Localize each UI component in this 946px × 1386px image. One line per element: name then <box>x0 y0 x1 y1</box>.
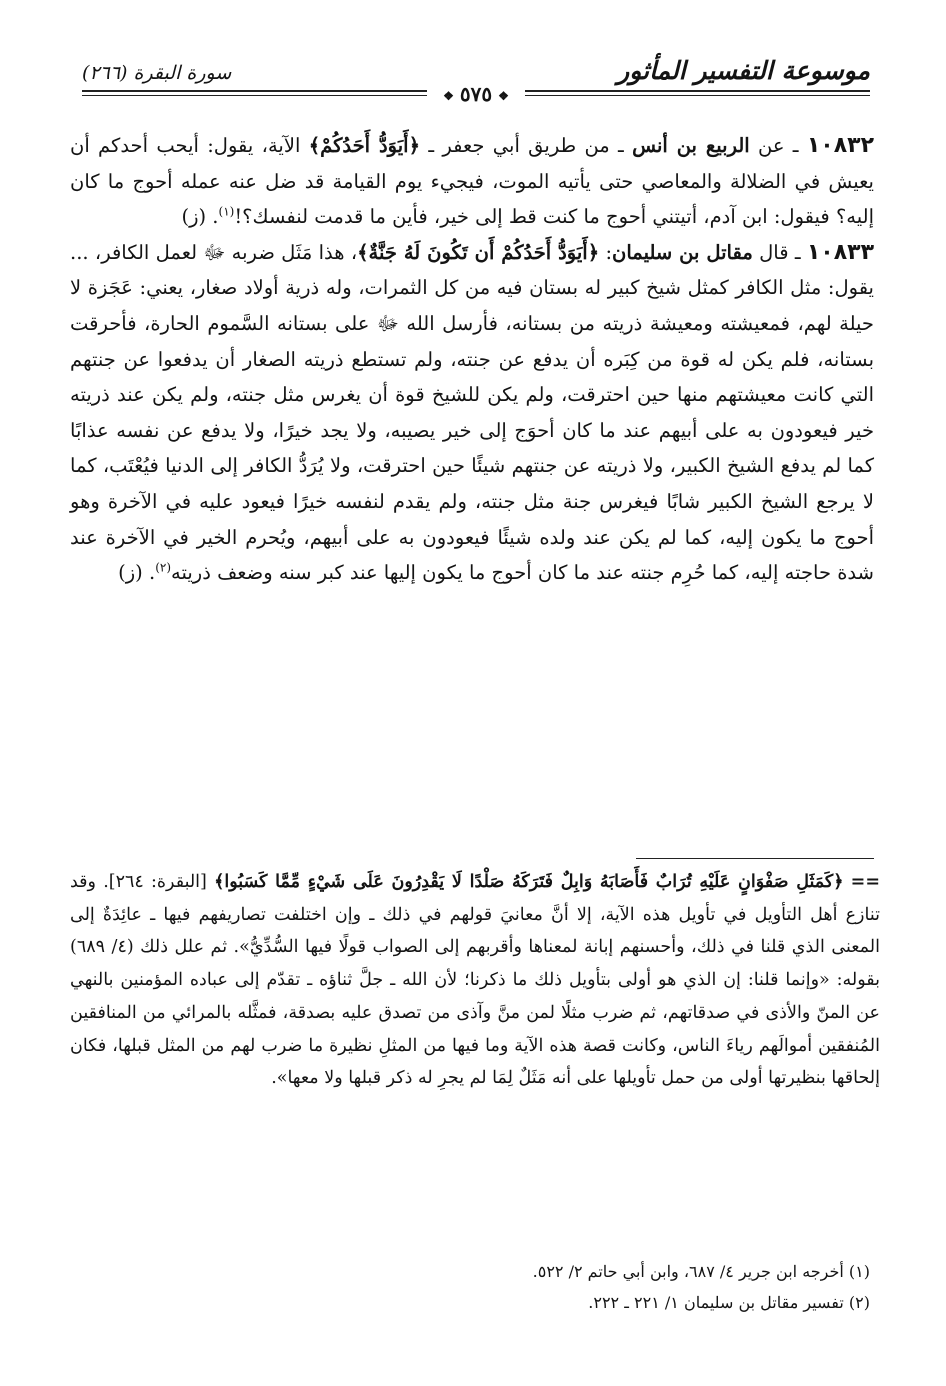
footnote-1: (١) أخرجه ابن جرير ٤/ ٦٨٧، وابن أبي حاتم ٢/ ٥٢٢. <box>532 1262 870 1281</box>
footnote-marker: (١) <box>218 204 235 219</box>
entry-text: الآية، يقول: أيحب أحدكم أن يعيش في الضلالة والمعاصي حتى يأتيه الموت، فيجيء يوم القيامة قد ضل عنه عمله أحوج ما كان إليه؟ فيقول: ابن آدم، أتيتني أحوج ما كنت قط إلى خير، فأين ما قدمت لنفسك؟! <box>70 134 874 229</box>
entry-10833 <box>70 235 874 591</box>
footnote-references <box>70 1256 870 1318</box>
entry-number: ١٠٨٣٢ <box>806 133 874 158</box>
page-number-box <box>427 82 525 106</box>
quran-quote: ﴿أَيَوَدُّ أَحَدُكُمْ أَن تَكُونَ لَهُ جَنَّةٌ﴾ <box>357 240 600 264</box>
page-header <box>82 52 870 110</box>
commentary-note <box>70 866 880 1095</box>
ornament-icon: ❖ <box>443 88 454 103</box>
narrator-name: الربيع بن أنس <box>632 134 750 157</box>
entry-tail: . (ز) <box>181 205 219 229</box>
entry-chain: : <box>599 240 613 264</box>
book-title: موسوعة التفسير المأثور <box>617 56 870 85</box>
footnote-separator <box>636 858 874 859</box>
entry-intro: ـ عن <box>749 134 799 157</box>
page-number: ٥٧٥ <box>459 82 493 106</box>
narrator-name: مقاتل بن سليمان <box>612 240 753 264</box>
entry-tail: . (ز) <box>118 561 156 585</box>
quran-quote: ﴿أَيَوَدُّ أَحَدُكُمْ﴾ <box>308 134 421 157</box>
quran-quote: ﴿كَمَثَلِ صَفْوَانٍ عَلَيْهِ تُرَابٌ فَأَصَابَهُ وَابِلٌ فَتَرَكَهُ صَلْدًا لَا يَقْدِرُونَ عَلَى شَيْءٍ مِّمَّا كَسَبُوا﴾ <box>214 872 844 892</box>
entry-text: ، هذا مَثَل ضربه ﷻ لعمل الكافر، ... يقول: مثل الكافر كمثل شيخ كبير له بستان فيه من كل الثمرات، وله ذرية أولاد صغار، يعني: عَجَزة لا حيلة لهم، فمعيشته ومعيشة ذريته من بستانه، فأرسل الله ﷻ على بستانه السَّموم الحارة، فأحرقت بستانه، فلم يكن له قوة من كِبَره أن يدفع عن جنته، ولم تستطع ذريته الصغار أن يدفعوا عن جنتهم التي كانت معيشتهم منها حين احترقت، ولم يكن للشيخ قوة أن يغرس مثل جنته، ولم يكن عند ذريته خير فيعودون به على أبيهم عند ما كان أحوَج إلى خير يصيبه، ولا يجد خيرًا، ولا يدفع عن نفسه عذابًا كما لم يدفع الشيخ الكبير، ولا ذريته عن جنتهم شيئًا حين احترقت، ولا يُرَدُّ الكافر إلى الدنيا فيُعْتَب، كما لا يرجع الشيخ الكبير شابًا فيغرس جنة مثل جنته، ولم يقدم لنفسه خيرًا فيعود عليه في الآخرة وهو أحوج ما يكون إليه، كما لم يكن عند ولده شيئًا فيعودون به على أبيهم، ويُحرم الخير في الآخرة عند شدة حاجته إليه، كما حُرِم جنته عند ما كان أحوج ما يكون إليها عند كبر سنه وضعف ذريته <box>70 240 874 585</box>
footnote-marker: (٢) <box>155 560 172 575</box>
continuation-mark: == <box>850 872 880 892</box>
footnote-2: (٢) تفسير مقاتل بن سليمان ١/ ٢٢١ ـ ٢٢٢. <box>588 1293 870 1312</box>
note-text: [البقرة: ٢٦٤]. وقد تنازع أهل التأويل في تأويل هذه الآية، إلا أنَّ معانيَ قولهم في ذلك ـ وإن اختلفت تصاريفهم فيها ـ عائِدَةٌ إلى المعنى الذي قلنا في ذلك، وأحسنهم إبانة لمعناها وأقربهم إلى الصواب قولًا فيها السُّدِّيُّ». ثم علل ذلك (٤/ ٦٨٩) بقوله: «وإنما قلنا: إن الذي هو أولى بتأويل ذلك ما ذكرنا؛ لأن الله ـ جلَّ ثناؤه ـ تقدّم إلى عباده المؤمنين بالنهي عن المنّ والأذى في صدقاتهم، ثم ضرب مثلًا لمن منَّ وآذى من تصدق عليه بصدقة، فمثَّله بالمرائي من المنافقين المُنفقين أموالَهم رياءَ الناس، وكانت قصة هذه الآية وما فيها من المثلِ نظيرة ما ضرب لهم من المثل قبلها، فكان إلحاقها بنظيرتها أولى من حمل تأويلها على أنه مَثَلٌ لِمَا لم يجرِ له ذكر قبلها ولا معها». <box>70 872 880 1089</box>
entry-intro: ـ قال <box>752 240 801 264</box>
ornament-icon: ❖ <box>498 88 509 103</box>
entry-chain: ـ من طريق أبي جعفر ـ <box>420 134 633 157</box>
entry-10832 <box>70 128 874 235</box>
surah-label: سورة البقرة (٢٦٦) <box>82 62 232 84</box>
main-text <box>70 128 874 591</box>
entry-number: ١٠٨٣٣ <box>806 239 874 265</box>
